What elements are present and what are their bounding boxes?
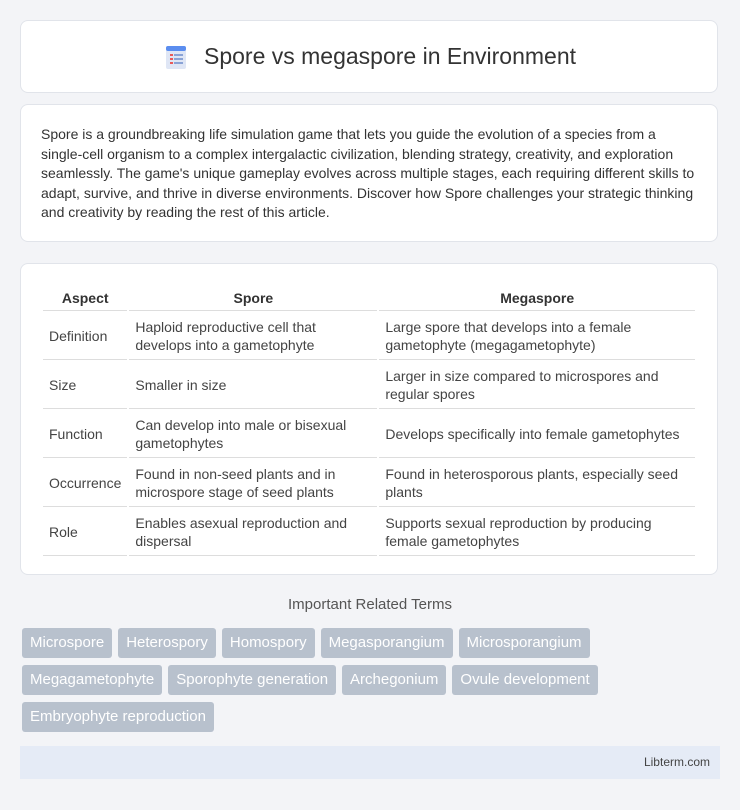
related-terms-title: Important Related Terms — [288, 596, 452, 613]
table-header-row — [43, 286, 695, 311]
table-cell-aspect: Function — [43, 411, 127, 458]
intro-card — [20, 104, 718, 242]
table-cell-megaspore: Found in heterosporous plants, especially seed plants — [379, 460, 695, 507]
table-cell-aspect: Definition — [43, 313, 127, 360]
tag-heterospory[interactable]: Heterospory — [118, 628, 216, 658]
table-cell-aspect: Size — [43, 362, 127, 409]
tag-microsporangium[interactable]: Microsporangium — [459, 628, 590, 658]
tag-megasporangium[interactable]: Megasporangium — [321, 628, 453, 658]
tag-embryophyte-reproduction[interactable]: Embryophyte reproduction — [22, 702, 214, 732]
table-cell-aspect: Role — [43, 509, 127, 556]
tag-sporophyte-generation[interactable]: Sporophyte generation — [168, 665, 336, 695]
comparison-table-card — [20, 263, 718, 575]
table-cell-spore: Found in non-seed plants and in microspore stage of seed plants — [129, 460, 377, 507]
header-card — [20, 20, 718, 93]
related-terms-tags — [22, 628, 722, 732]
table-cell-megaspore: Develops specifically into female gametophytes — [379, 411, 695, 458]
table-cell-spore: Haploid reproductive cell that develops into a gametophyte — [129, 313, 377, 360]
tag-megagametophyte[interactable]: Megagametophyte — [22, 665, 162, 695]
footer-site-link[interactable]: Libterm.com — [643, 755, 710, 769]
table-row — [43, 362, 695, 409]
tag-homospory[interactable]: Homospory — [222, 628, 315, 658]
column-header-aspect: Aspect — [43, 286, 127, 311]
tag-ovule-development[interactable]: Ovule development — [452, 665, 597, 695]
comparison-table — [41, 284, 697, 558]
table-cell-megaspore: Supports sexual reproduction by producing female gametophytes — [379, 509, 695, 556]
table-cell-megaspore: Large spore that develops into a female gametophyte (megagametophyte) — [379, 313, 695, 360]
tag-microspore[interactable]: Microspore — [22, 628, 112, 658]
table-cell-spore: Enables asexual reproduction and dispersal — [129, 509, 377, 556]
document-list-icon — [162, 43, 190, 71]
tag-archegonium[interactable]: Archegonium — [342, 665, 446, 695]
table-cell-spore: Smaller in size — [129, 362, 377, 409]
table-row — [43, 313, 695, 360]
page-title: Spore vs megaspore in Environment — [203, 43, 577, 69]
table-row — [43, 460, 695, 507]
table-row — [43, 509, 695, 556]
table-cell-megaspore: Larger in size compared to microspores and regular spores — [379, 362, 695, 409]
table-cell-spore: Can develop into male or bisexual gametophytes — [129, 411, 377, 458]
footer-bar — [20, 746, 720, 779]
table-cell-aspect: Occurrence — [43, 460, 127, 507]
table-row — [43, 411, 695, 458]
intro-text: Spore is a groundbreaking life simulation game that lets you guide the evolution of a species from a single-cell organism to a complex intergalactic civilization, blending strategy, creativity, and exploration seamlessly. The game's unique gameplay evolves across multiple stages, each requiring different skills to adapt, survive, and thrive in diverse environments. Discover how Spore challenges your strategic thinking and creativity by reading the rest of this article. — [41, 126, 695, 221]
column-header-spore: Spore — [129, 286, 377, 311]
column-header-megaspore: Megaspore — [379, 286, 695, 311]
